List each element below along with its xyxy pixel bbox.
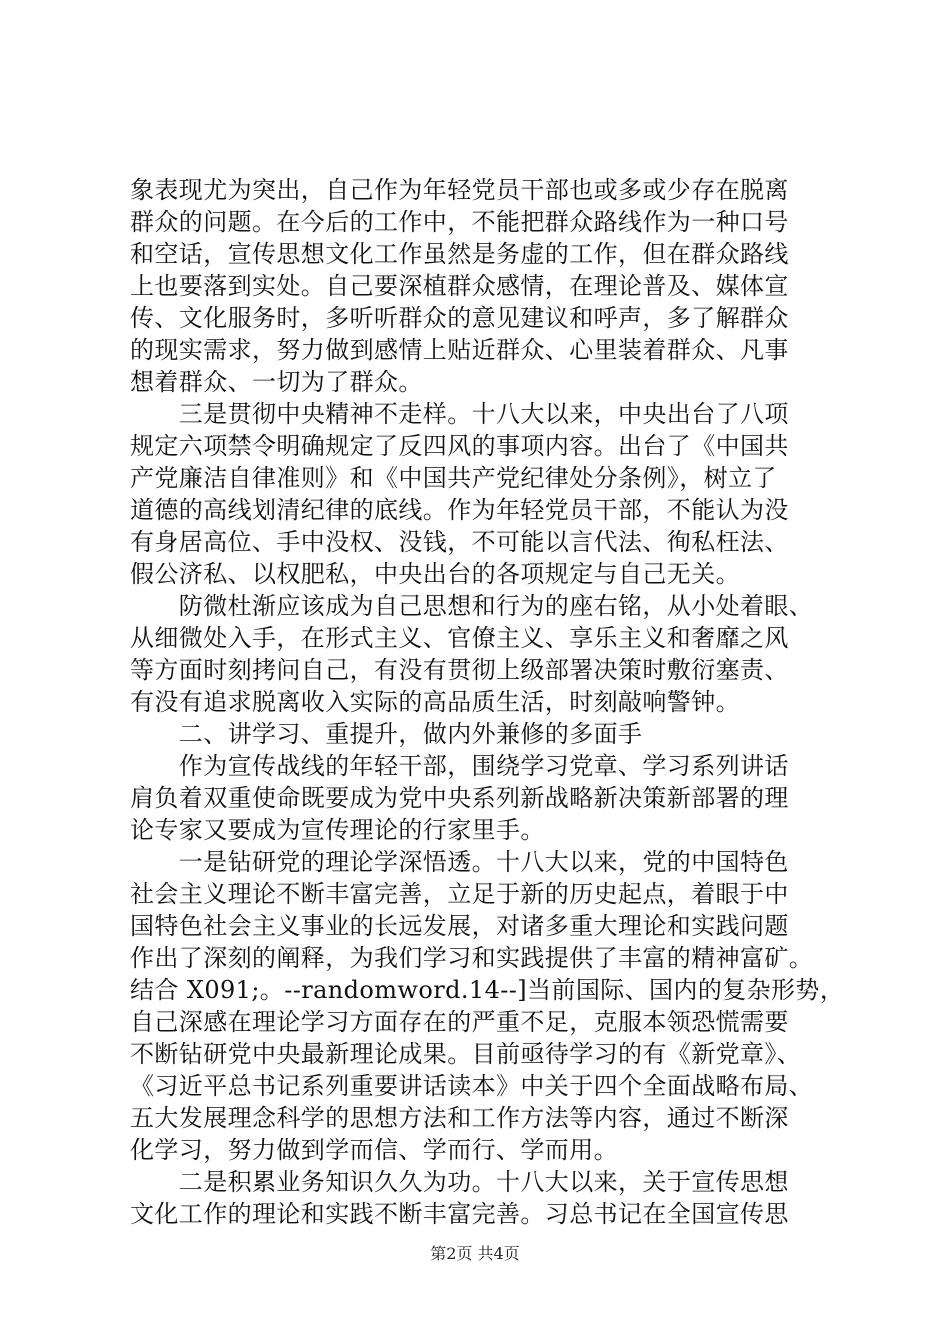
text-line: 象表现尤为突出，自己作为年轻党员干部也或多或少存在脱离 xyxy=(130,176,789,204)
text-line: 五大发展理念科学的思想方法和工作方法等内容，通过不断深 xyxy=(130,1104,789,1132)
text-line: 假公济私、以权肥私，中央出台的各项规定与自己无关。 xyxy=(130,560,740,588)
text-line: 二是积累业务知识久久为功。十八大以来，关于宣传思想 xyxy=(130,1168,789,1196)
text-line: 和空话，宣传思想文化工作虽然是务虚的工作，但在群众路线 xyxy=(130,240,789,268)
text-line: 传、文化服务时，多听听群众的意见建议和呼声，多了解群众 xyxy=(130,304,789,332)
body-text xyxy=(130,174,845,1230)
text-line: 想着群众、一切为了群众。 xyxy=(130,368,423,396)
text-line: 有身居高位、手中没权、没钱，不可能以言代法、徇私枉法、 xyxy=(130,528,789,556)
text-line: 《习近平总书记系列重要讲话读本》中关于四个全面战略布局、 xyxy=(130,1072,814,1100)
text-line: 道德的高线划清纪律的底线。作为年轻党员干部，不能认为没 xyxy=(130,496,789,524)
text-line: 化学习，努力做到学而信、学而行、学而用。 xyxy=(130,1136,618,1164)
section-heading: 二、讲学习、重提升，做内外兼修的多面手 xyxy=(130,720,643,748)
text-line: 文化工作的理论和实践不断丰富完善。习总书记在全国宣传思 xyxy=(130,1200,789,1228)
text-line: 群众的问题。在今后的工作中，不能把群众路线作为一种口号 xyxy=(130,208,789,236)
text-line: 作为宣传战线的年轻干部，围绕学习党章、学习系列讲话 xyxy=(130,752,789,780)
text-line: 规定六项禁令明确规定了反四风的事项内容。出台了《中国共 xyxy=(130,432,789,460)
text-line: 论专家又要成为宣传理论的行家里手。 xyxy=(130,816,545,844)
text-line: 从细微处入手，在形式主义、官僚主义、享乐主义和奢靡之风 xyxy=(130,624,789,652)
text-line: 自己深感在理论学习方面存在的严重不足，克服本领恐慌需要 xyxy=(130,1008,789,1036)
text-line: 有没有追求脱离收入实际的高品质生活，时刻敲响警钟。 xyxy=(130,688,740,716)
text-line: 结合 X091;。--randomword.14--]当前国际、国内的复杂形势， xyxy=(130,976,845,1004)
text-line: 上也要落到实处。自己要深植群众感情，在理论普及、媒体宣 xyxy=(130,272,789,300)
text-line: 不断钻研党中央最新理论成果。目前亟待学习的有《新党章》、 xyxy=(130,1040,802,1068)
text-line: 社会主义理论不断丰富完善，立足于新的历史起点，着眼于中 xyxy=(130,880,789,908)
text-line: 产党廉洁自律准则》和《中国共产党纪律处分条例》，树立了 xyxy=(130,464,777,492)
text-line: 等方面时刻拷问自己，有没有贯彻上级部署决策时敷衍塞责、 xyxy=(130,656,789,684)
text-line: 国特色社会主义事业的长远发展，对诸多重大理论和实践问题 xyxy=(130,912,789,940)
text-line: 一是钻研党的理论学深悟透。十八大以来，党的中国特色 xyxy=(130,848,789,876)
text-line: 肩负着双重使命既要成为党中央系列新战略新决策新部署的理 xyxy=(130,784,789,812)
text-line: 防微杜渐应该成为自己思想和行为的座右铭，从小处着眼、 xyxy=(130,592,814,620)
text-line: 作出了深刻的阐释，为我们学习和实践提供了丰富的精神富矿。 xyxy=(130,944,814,972)
text-line: 的现实需求，努力做到感情上贴近群众、心里装着群众、凡事 xyxy=(130,336,789,364)
text-line: 三是贯彻中央精神不走样。十八大以来，中央出台了八项 xyxy=(130,400,789,428)
page-number-footer: 第2页 共4页 xyxy=(430,1244,520,1263)
